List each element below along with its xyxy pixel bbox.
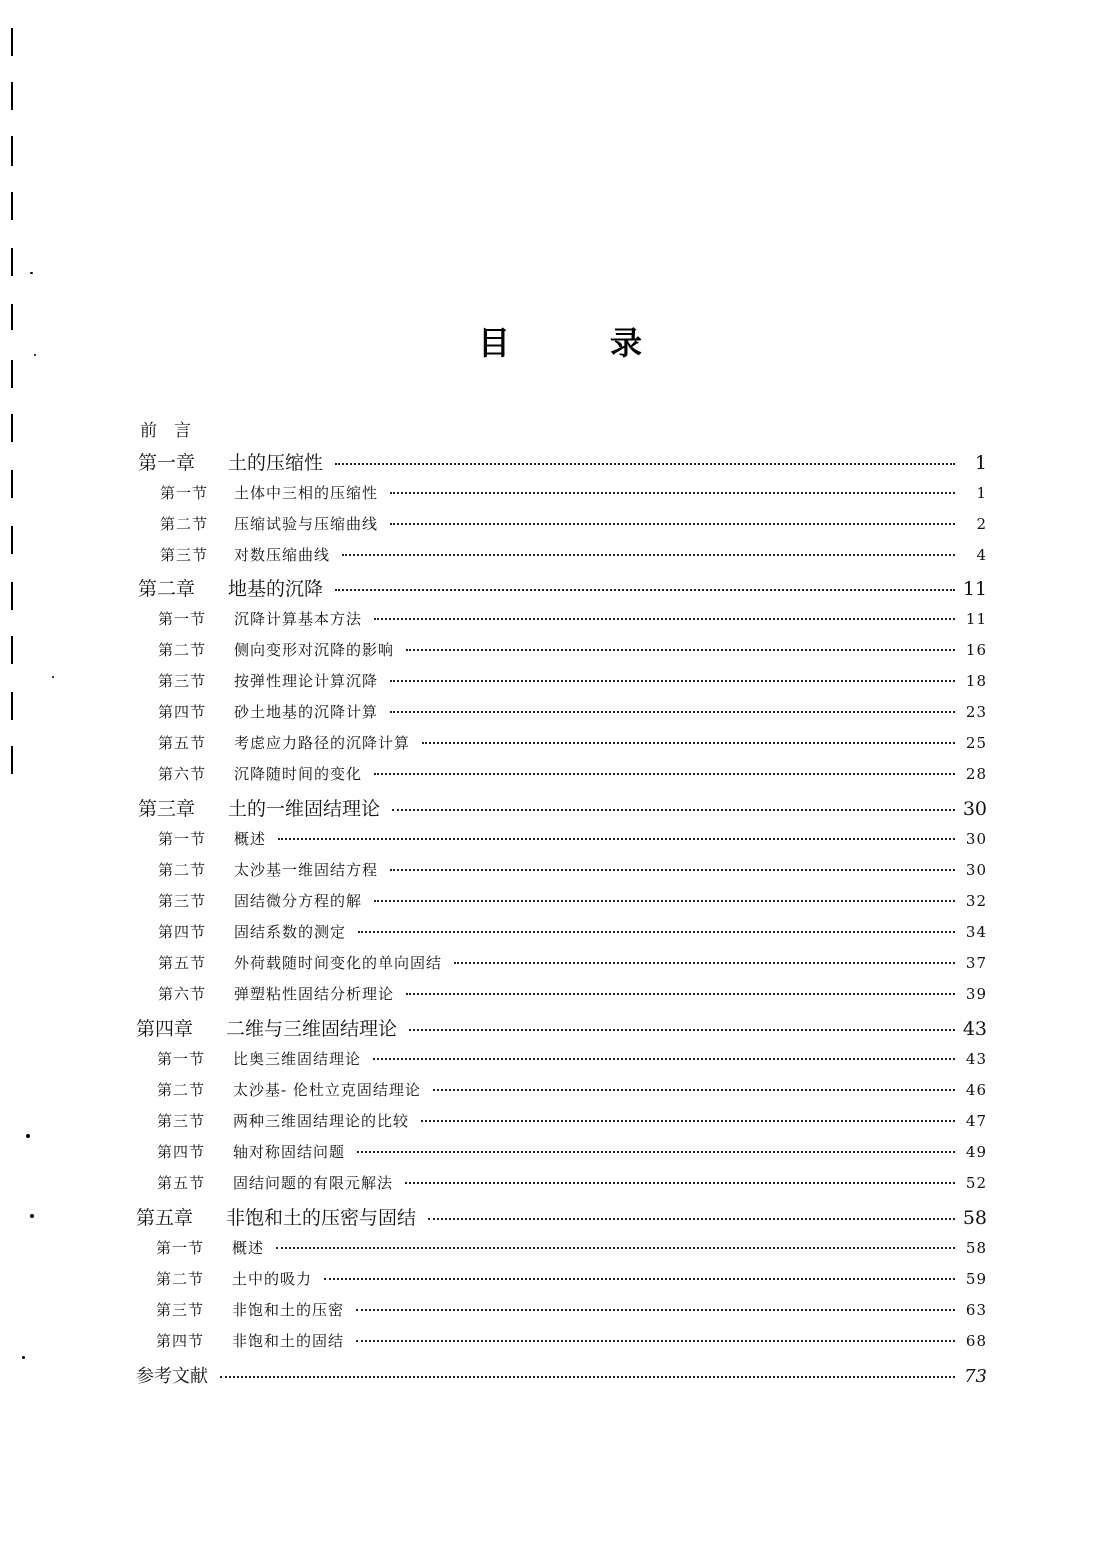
- page-number: 4: [976, 546, 987, 564]
- chapter-title: 土的一维固结理论: [228, 798, 381, 820]
- section-title: 沉降计算基本方法: [234, 610, 363, 628]
- toc-section-2-1[interactable]: [158, 608, 987, 629]
- toc-section-3-2[interactable]: [158, 859, 987, 880]
- section-number: 第二节: [158, 641, 207, 659]
- toc-section-2-6[interactable]: [158, 763, 987, 784]
- section-number: 第一节: [157, 1050, 206, 1068]
- page-number: 30: [962, 798, 987, 820]
- page-number: 73: [964, 1366, 987, 1387]
- dot-leader: [357, 1151, 955, 1153]
- toc-section-3-1[interactable]: [158, 828, 987, 849]
- page-number: 25: [965, 734, 987, 752]
- section-number: 第五节: [158, 734, 207, 752]
- page-number: 34: [965, 923, 987, 941]
- dot-leader: [356, 1340, 955, 1342]
- page-number: 43: [965, 1050, 987, 1068]
- page-number: 46: [965, 1081, 987, 1099]
- page-number: 58: [965, 1239, 987, 1257]
- toc-chapter-5[interactable]: [136, 1203, 987, 1230]
- scan-edge-marks: [0, 0, 60, 1568]
- section-title: 侧向变形对沉降的影响: [234, 641, 395, 659]
- toc-section-3-6[interactable]: [158, 983, 987, 1004]
- page-number: 23: [965, 703, 987, 721]
- toc-section-4-4[interactable]: [157, 1141, 987, 1162]
- page-number: 52: [965, 1174, 987, 1192]
- section-number: 第三节: [160, 546, 209, 564]
- dot-leader: [342, 554, 955, 556]
- chapter-number: 第一章: [138, 452, 196, 474]
- dot-leader: [390, 869, 955, 871]
- section-title: 太沙基一维固结方程: [234, 861, 379, 879]
- section-number: 第一节: [160, 484, 209, 502]
- toc-chapter-4[interactable]: [136, 1014, 987, 1041]
- dot-leader: [358, 931, 955, 933]
- section-number: 第四节: [157, 1143, 206, 1161]
- page-number: 39: [965, 985, 987, 1003]
- dot-leader: [374, 773, 955, 775]
- section-title: 土体中三相的压缩性: [234, 484, 379, 502]
- toc-section-3-3[interactable]: [158, 890, 987, 911]
- page-number: 32: [965, 892, 987, 910]
- toc-section-4-1[interactable]: [157, 1048, 987, 1069]
- section-title: 土中的吸力: [232, 1270, 313, 1288]
- toc-section-4-5[interactable]: [157, 1172, 987, 1193]
- section-title: 太沙基- 伦杜立克固结理论: [233, 1081, 421, 1099]
- page-number: 49: [965, 1143, 987, 1161]
- dot-leader: [324, 1278, 955, 1280]
- chapter-number: 第三章: [138, 798, 196, 820]
- dot-leader: [421, 1120, 955, 1122]
- section-number: 第四节: [156, 1332, 205, 1350]
- section-title: 外荷载随时间变化的单向固结: [234, 954, 443, 972]
- toc-section-2-5[interactable]: [158, 732, 987, 753]
- section-title: 弹塑粘性固结分析理论: [234, 985, 395, 1003]
- section-number: 第三节: [158, 672, 207, 690]
- references-label: 参考文献: [136, 1366, 208, 1387]
- toc-references[interactable]: [136, 1362, 987, 1388]
- section-title: 压缩试验与压缩曲线: [234, 515, 379, 533]
- dot-leader: [278, 838, 955, 840]
- dot-leader: [390, 492, 955, 494]
- toc-section-1-1[interactable]: [160, 482, 987, 503]
- page-number: 58: [962, 1207, 987, 1229]
- toc-section-1-3[interactable]: [160, 544, 987, 565]
- section-title: 砂土地基的沉降计算: [234, 703, 379, 721]
- page-number: 63: [965, 1301, 987, 1319]
- page-number: 59: [965, 1270, 987, 1288]
- dot-leader: [422, 742, 955, 744]
- page-number: 47: [965, 1112, 987, 1130]
- page-number: 28: [965, 765, 987, 783]
- dot-leader: [390, 711, 955, 713]
- dot-leader: [392, 809, 955, 811]
- chapter-title: 地基的沉降: [228, 578, 324, 600]
- toc-section-2-2[interactable]: [158, 639, 987, 660]
- toc-section-2-3[interactable]: [158, 670, 987, 691]
- page-number: 18: [965, 672, 987, 690]
- section-number: 第一节: [156, 1239, 205, 1257]
- section-title: 对数压缩曲线: [234, 546, 331, 564]
- toc-section-4-3[interactable]: [157, 1110, 987, 1131]
- page-number: 37: [965, 954, 987, 972]
- toc-section-5-4[interactable]: [156, 1330, 987, 1351]
- page-number: 1: [974, 452, 987, 474]
- page-number: 43: [962, 1018, 987, 1040]
- section-number: 第五节: [158, 954, 207, 972]
- section-number: 第六节: [158, 985, 207, 1003]
- dot-leader: [220, 1376, 955, 1378]
- section-number: 第六节: [158, 765, 207, 783]
- section-number: 第二节: [157, 1081, 206, 1099]
- chapter-number: 第二章: [138, 578, 196, 600]
- section-title: 非饱和土的压密: [232, 1301, 345, 1319]
- page-number: 2: [976, 515, 987, 533]
- section-title: 非饱和土的固结: [232, 1332, 345, 1350]
- preface-label: 前 言: [140, 421, 191, 441]
- dot-leader: [390, 523, 955, 525]
- title-char-2: 录: [610, 324, 643, 362]
- section-title: 按弹性理论计算沉降: [234, 672, 379, 690]
- toc-section-4-2[interactable]: [157, 1079, 987, 1100]
- toc-preface[interactable]: [140, 416, 191, 441]
- dot-leader: [433, 1089, 955, 1091]
- section-number: 第一节: [158, 830, 207, 848]
- page-number: 11: [965, 610, 987, 628]
- section-title: 沉降随时间的变化: [234, 765, 363, 783]
- dot-leader: [454, 962, 955, 964]
- dot-leader: [373, 1058, 955, 1060]
- section-title: 概述: [234, 830, 267, 848]
- dot-leader: [390, 680, 955, 682]
- page-number: 1: [976, 484, 987, 502]
- section-number: 第二节: [156, 1270, 205, 1288]
- dot-leader: [356, 1309, 955, 1311]
- dot-leader: [276, 1247, 955, 1249]
- section-title: 比奥三维固结理论: [233, 1050, 362, 1068]
- section-number: 第一节: [158, 610, 207, 628]
- section-title: 两种三维固结理论的比较: [233, 1112, 410, 1130]
- toc-section-1-2[interactable]: [160, 513, 987, 534]
- page-number: 30: [965, 861, 987, 879]
- section-title: 固结问题的有限元解法: [233, 1174, 394, 1192]
- chapter-number: 第四章: [136, 1018, 194, 1040]
- page-number: 68: [965, 1332, 987, 1350]
- section-title: 轴对称固结问题: [233, 1143, 346, 1161]
- page-title: [0, 318, 1120, 364]
- dot-leader: [409, 1029, 955, 1031]
- dot-leader: [405, 1182, 955, 1184]
- dot-leader: [428, 1218, 955, 1220]
- toc-chapter-1[interactable]: [138, 448, 987, 475]
- toc-section-5-2[interactable]: [156, 1268, 987, 1289]
- section-title: 概述: [232, 1239, 265, 1257]
- title-char-1: 目: [477, 324, 510, 362]
- toc-section-2-4[interactable]: [158, 701, 987, 722]
- section-number: 第三节: [156, 1301, 205, 1319]
- section-number: 第二节: [158, 861, 207, 879]
- section-number: 第四节: [158, 923, 207, 941]
- section-number: 第三节: [158, 892, 207, 910]
- section-title: 考虑应力路径的沉降计算: [234, 734, 411, 752]
- chapter-number: 第五章: [136, 1207, 194, 1229]
- chapter-title: 二维与三维固结理论: [226, 1018, 398, 1040]
- chapter-title: 土的压缩性: [228, 452, 324, 474]
- dot-leader: [335, 589, 955, 591]
- dot-leader: [374, 618, 955, 620]
- section-number: 第五节: [157, 1174, 206, 1192]
- toc-section-5-3[interactable]: [156, 1299, 987, 1320]
- section-number: 第四节: [158, 703, 207, 721]
- section-title: 固结微分方程的解: [234, 892, 363, 910]
- dot-leader: [335, 463, 955, 465]
- page-number: 30: [965, 830, 987, 848]
- chapter-title: 非饱和土的压密与固结: [226, 1207, 417, 1229]
- dot-leader: [406, 649, 955, 651]
- page-number: 11: [962, 578, 987, 600]
- section-number: 第二节: [160, 515, 209, 533]
- toc-chapter-3[interactable]: [138, 794, 987, 821]
- dot-leader: [374, 900, 955, 902]
- toc-section-5-1[interactable]: [156, 1237, 987, 1258]
- section-number: 第三节: [157, 1112, 206, 1130]
- toc-section-3-5[interactable]: [158, 952, 987, 973]
- page-number: 16: [965, 641, 987, 659]
- toc-section-3-4[interactable]: [158, 921, 987, 942]
- section-title: 固结系数的测定: [234, 923, 347, 941]
- toc-chapter-2[interactable]: [138, 574, 987, 601]
- dot-leader: [406, 993, 955, 995]
